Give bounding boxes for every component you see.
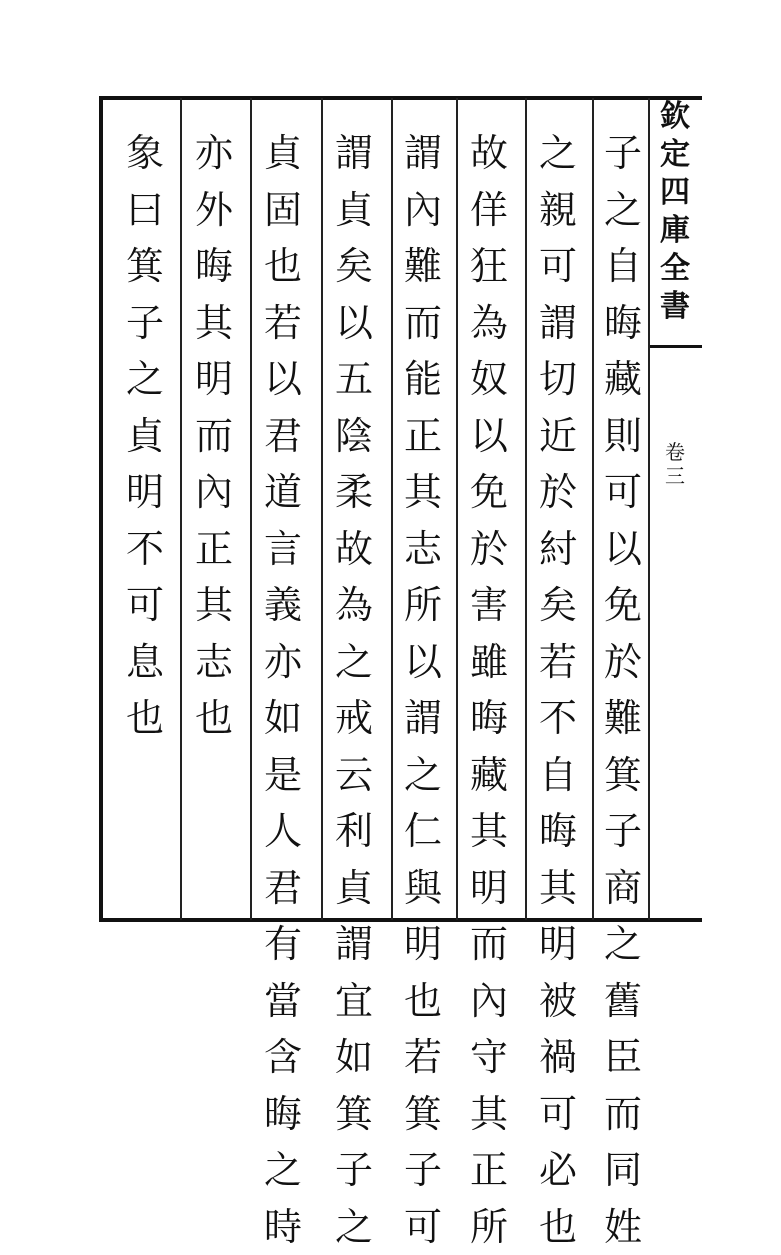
text-column-3: 故佯狂為奴以免於害雖晦藏其明而內守其正所 — [469, 131, 508, 1249]
column-rule — [456, 98, 458, 920]
text-column-6: 貞固也若以君道言義亦如是人君有當含晦之時 — [263, 131, 302, 1249]
text-column-2: 之親可謂切近於紂矣若不自晦其明被禍可必也 — [538, 131, 577, 1249]
text-column-7: 亦外晦其明而內正其志也 — [194, 131, 233, 740]
book-title: 欽定四庫全書 — [660, 99, 690, 324]
volume-label: 卷三 — [665, 440, 685, 488]
text-column-1: 子之自晦藏則可以免於難箕子商之舊臣而同姓 — [603, 131, 642, 1249]
text-column-8: 象曰箕子之貞明不可息也 — [125, 131, 164, 740]
column-rule — [525, 98, 527, 920]
text-column-5: 謂貞矣以五陰柔故為之戒云利貞謂宜如箕子之 — [334, 131, 373, 1249]
text-column-4: 謂內難而能正其志所以謂之仁與明也若箕子可 — [403, 131, 442, 1249]
column-rule — [180, 98, 182, 920]
column-rule — [250, 98, 252, 920]
column-rule — [321, 98, 323, 920]
